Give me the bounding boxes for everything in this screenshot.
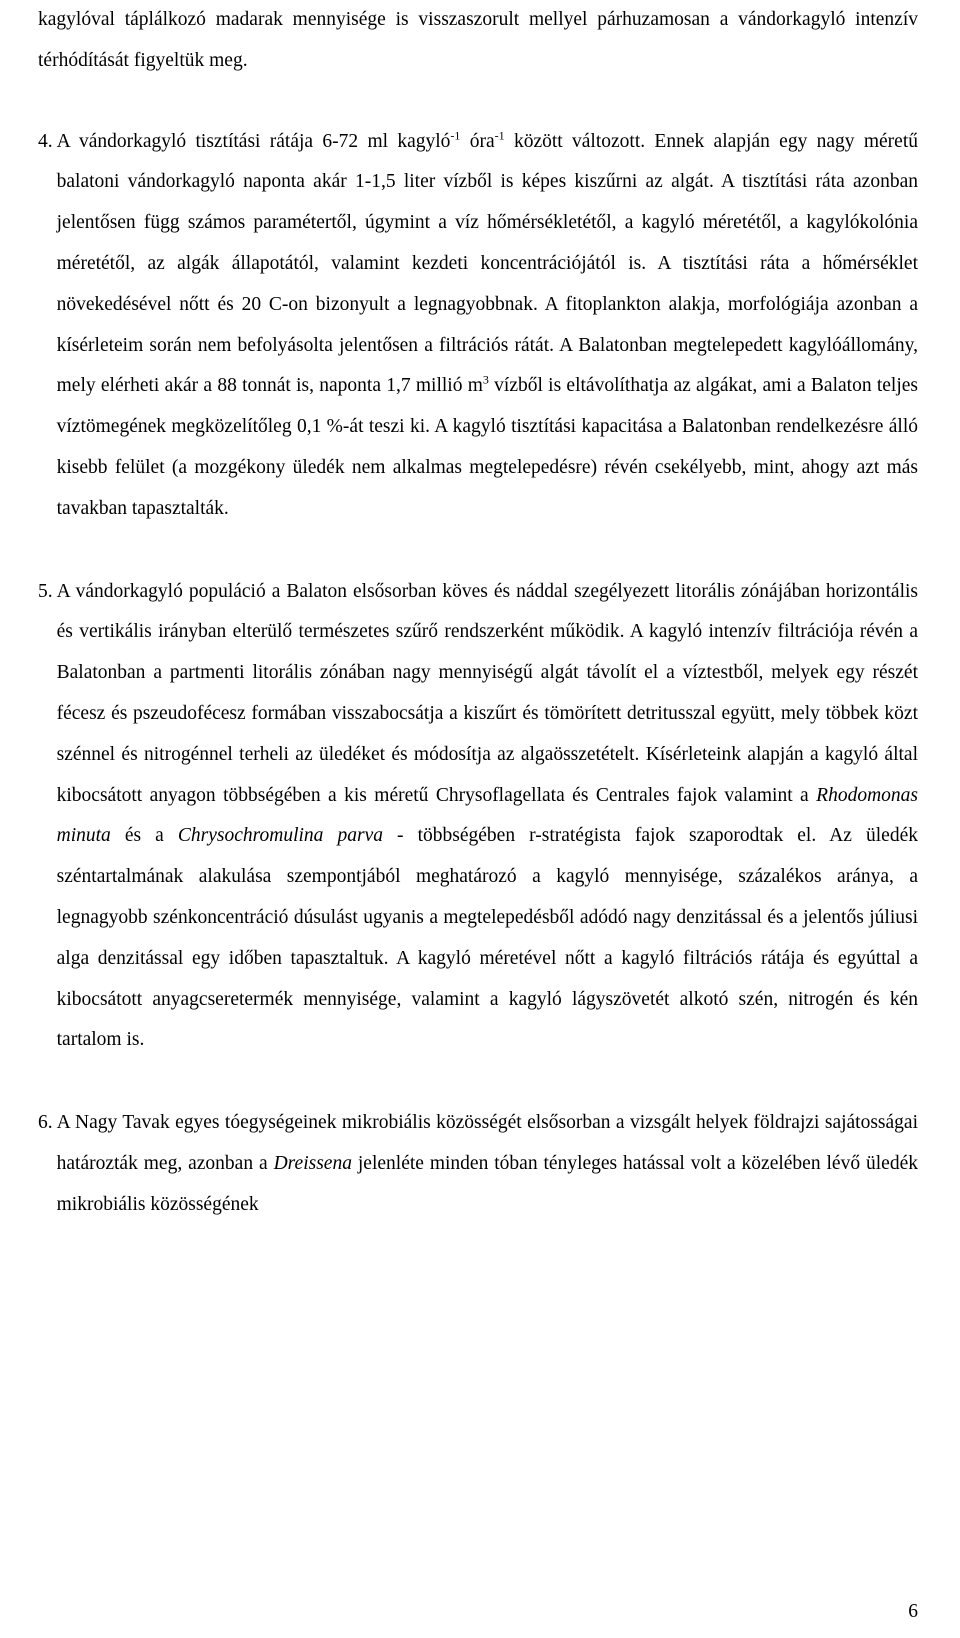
item-4-paragraph [57, 122, 918, 530]
item-4-text-a: A vándorkagyló tisztítási rátája 6-72 ml kagyló [56, 130, 451, 152]
list-item-6 [38, 1103, 918, 1225]
item-4-text-c: között változott. Ennek alapján egy nagy méretű balatoni vándorkagyló naponta akár 1-1,5 liter vízből is képes kiszűrni az algát. A tisztítási ráta azonban jelentősen függ számos paramétertől, úgymint a víz hőmérsékletétől, a kagyló méretétől, a kagylókolónia méretétől, az algák állapotától, valamint kezdeti koncentrációjától is. A tisztítási ráta a hőmérséklet növekedésével nőtt és 20 C-on bizonyult a legnagyobbnak. A fitoplankton alakja, morfológiája azonban a kísérleteim során nem befolyásolta jelentősen a filtrációs rátát. A Balatonban megtelepedett kagylóállomány, mely elérheti akár a 88 tonnát is, naponta 1,7 millió m [56, 130, 918, 397]
intro-paragraph [38, 0, 918, 82]
item-6-paragraph [57, 1103, 918, 1225]
species-name: Rhodomonas minuta [56, 784, 918, 847]
item-4-text-b: óra [460, 130, 495, 152]
item-body [57, 572, 918, 1062]
item-body [57, 1103, 918, 1225]
item-number: 6. [38, 1112, 53, 1134]
page-number: 6 [908, 1601, 918, 1622]
list-item-4 [38, 122, 918, 530]
document-page [38, 0, 918, 1226]
superscript: -1 [494, 128, 505, 143]
item-5-text-2: és a [110, 825, 178, 847]
item-6-text-2: jelenléte minden tóban tényleges hatással volt a közelében lévő üledék mikrobiális közösségének [56, 1152, 918, 1215]
item-5-text-1: A vándorkagyló populáció a Balaton elsősorban köves és náddal szegélyezett litorális zónájában horizontális és vertikális irányban elterülő természetes szűrő rendszerként működik. A kagyló intenzív filtrációja révén a Balatonban a partmenti litorális zónában nagy mennyiségű algát távolít el a víztestből, melyek egy részét fécesz és pszeudofécesz formában visszabocsátja a kiszűrt és tömörített detritusszal együtt, mely többek közt szénnel és nitrogénnel terheli az üledéket és módosítja az algaösszetételt. Kísérleteink alapján a kagyló által kibocsátott anyagon többségében a kis méretű Chrysoflagellata és Centrales fajok valamint a [56, 580, 918, 806]
superscript: 3 [482, 372, 489, 387]
species-name: Chrysochromulina parva [177, 825, 383, 847]
item-number: 4. [38, 130, 53, 152]
list-item-5 [38, 572, 918, 1062]
item-5-text-3: - többségében r-stratégista fajok szaporodtak el. Az üledék széntartalmának alakulása szempontjából meghatározó a kagyló mennyisége, százalékos aránya, a legnagyobb szénkoncentráció dúsulást ugyanis a megtelepedésből adódó nagy denzitással és a jelentős júliusi alga denzitással egy időben tapasztaltuk. A kagyló méretével nőtt a kagyló filtrációs rátája és egyúttal a kibocsátott anyagcseretermék mennyisége, valamint a kagyló lágyszövetét alkotó szén, nitrogén és kén tartalom is. [56, 825, 918, 1051]
item-5-paragraph [57, 572, 918, 1062]
item-4-text-d: vízből is eltávolíthatja az algákat, ami a Balaton teljes víztömegének megközelítőleg 0,1 %-át teszi ki. A kagyló tisztítási kapacitása a Balatonban rendelkezésre álló kisebb felület (a mozgékony üledék nem alkalmas megtelepedésre) révén csekélyebb, mint, ahogy azt más tavakban tapasztalták. [56, 375, 918, 519]
genus-name: Dreissena [273, 1152, 352, 1174]
item-6-text-1: A Nagy Tavak egyes tóegységeinek mikrobiális közösségét elsősorban a vizsgált helyek földrajzi sajátosságai határozták meg, azonban a [56, 1112, 918, 1174]
superscript: -1 [450, 128, 461, 143]
item-body [57, 122, 918, 530]
item-number: 5. [38, 580, 53, 602]
intro-text: kagylóval táplálkozó madarak mennyisége is visszaszorult mellyel párhuzamosan a vándorkagyló intenzív térhódítását figyeltük meg. [38, 9, 918, 71]
